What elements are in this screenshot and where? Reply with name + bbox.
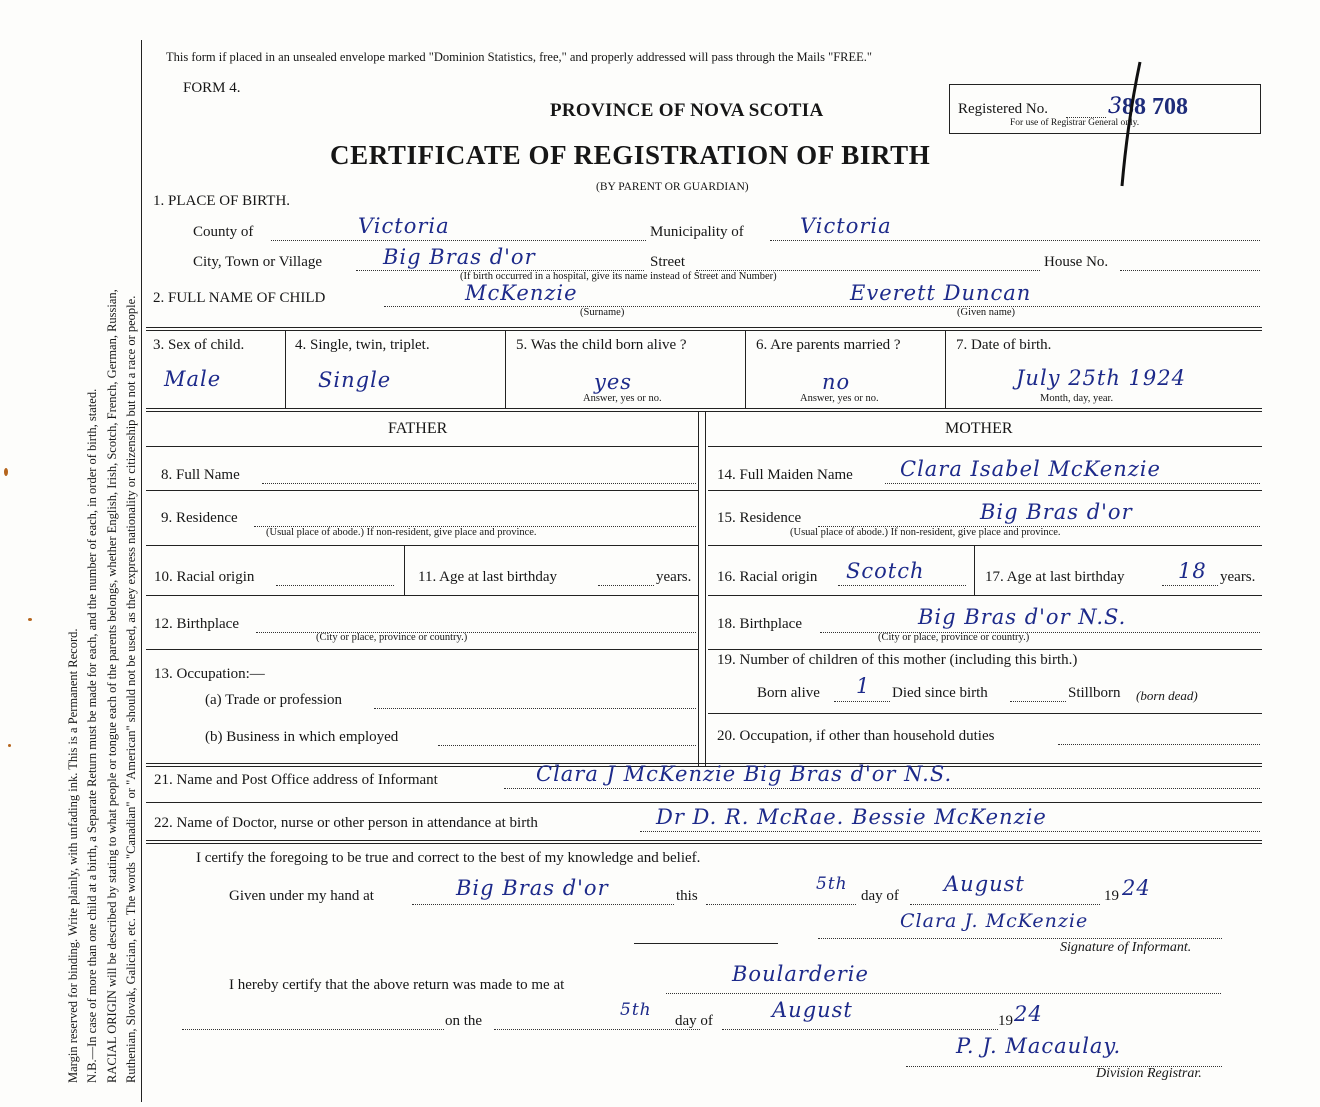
registrar-day-of-label: day of xyxy=(675,1013,713,1029)
mother-residence-value: Big Bras d'or xyxy=(980,500,1133,524)
municipality-value: Victoria xyxy=(800,214,892,238)
father-birthplace-caption: (City or place, province or country.) xyxy=(316,632,468,643)
died-since-birth-label: Died since birth xyxy=(892,685,988,701)
margin-note-racial-origin-1: RACIAL ORIGIN will be described by stating to what people or tongue each of the parents belongs, whether English, Irish, Scotch, French, German, Russian, xyxy=(105,289,119,1083)
plurality-label: 4. Single, twin, triplet. xyxy=(295,337,430,353)
province-title: PROVINCE OF NOVA SCOTIA xyxy=(550,100,824,121)
mother-children-count-label: 19. Number of children of this mother (including this birth.) xyxy=(717,652,1078,668)
father-birthplace-label: 12. Birthplace xyxy=(154,616,239,632)
attendant-label: 22. Name of Doctor, nurse or other person in attendance at birth xyxy=(154,815,538,831)
certify-statement: I certify the foregoing to be true and correct to the best of my knowledge and belief. xyxy=(196,850,701,866)
father-years-label: years. xyxy=(656,569,692,585)
street-label: Street xyxy=(650,254,685,270)
parents-married-value: no xyxy=(822,370,851,394)
given-place-value: Big Bras d'or xyxy=(456,876,609,900)
certificate-subtitle: (BY PARENT OR GUARDIAN) xyxy=(596,181,749,193)
given-year-value: 24 xyxy=(1122,876,1151,900)
born-alive-count-value: 1 xyxy=(856,674,871,698)
date-of-birth-caption: Month, day, year. xyxy=(1040,393,1114,404)
sex-value: Male xyxy=(164,367,222,391)
father-business-label: (b) Business in which employed xyxy=(205,729,399,745)
house-no-label: House No. xyxy=(1044,254,1109,270)
year-prefix: 19 xyxy=(1104,888,1119,904)
informant-signature-caption: Signature of Informant. xyxy=(1060,940,1192,955)
registrar-year-value: 24 xyxy=(1014,1002,1043,1026)
informant-signature: Clara J. McKenzie xyxy=(900,910,1089,932)
child-name-label: 2. FULL NAME OF CHILD xyxy=(153,290,326,306)
ink-spot xyxy=(8,744,11,747)
mother-birthplace-caption: (City or place, province or country.) xyxy=(878,632,1030,643)
father-trade-label: (a) Trade or profession xyxy=(205,692,343,708)
stillborn-label: Stillborn xyxy=(1068,685,1121,701)
day-of-label: day of xyxy=(861,888,899,904)
registrar-statement: I hereby certify that the above return was made to me at xyxy=(229,977,565,993)
born-alive-label: 5. Was the child born alive ? xyxy=(516,337,687,353)
this-label: this xyxy=(676,888,698,904)
surname-caption: (Surname) xyxy=(580,307,625,318)
mother-birthplace-label: 18. Birthplace xyxy=(717,616,802,632)
sex-label: 3. Sex of child. xyxy=(153,337,245,353)
child-given-name-value: Everett Duncan xyxy=(850,281,1032,305)
given-under-hand-label: Given under my hand at xyxy=(229,888,374,904)
mother-maiden-name-label: 14. Full Maiden Name xyxy=(717,467,853,483)
father-residence-caption: (Usual place of abode.) If non-resident, give place and province. xyxy=(266,527,537,538)
informant-label: 21. Name and Post Office address of Informant xyxy=(154,772,438,788)
mother-residence-label: 15. Residence xyxy=(717,510,802,526)
born-alive-count-label: Born alive xyxy=(757,685,820,701)
father-age-label: 11. Age at last birthday xyxy=(418,569,557,585)
certificate-title: CERTIFICATE OF REGISTRATION OF BIRTH xyxy=(330,140,931,170)
father-full-name-label: 8. Full Name xyxy=(161,467,240,483)
registered-no-label: Registered No. xyxy=(958,101,1048,117)
form-number: FORM 4. xyxy=(183,80,241,96)
plurality-value: Single xyxy=(318,368,392,392)
registrar-general-note: For use of Registrar General only. xyxy=(1010,118,1140,128)
date-of-birth-value: July 25th 1924 xyxy=(1016,366,1187,390)
attendant-value: Dr D. R. McRae. Bessie McKenzie xyxy=(656,805,1047,829)
born-alive-caption: Answer, yes or no. xyxy=(583,393,662,404)
margin-note-racial-origin-2: Ruthenian, Slovak, Galician, etc. The words "Canadian" or "American" should not be used, as they express nationality or citizenship but not a race or people. xyxy=(124,295,138,1083)
margin-rule xyxy=(141,40,142,1102)
given-month-value: August xyxy=(944,872,1025,896)
father-occupation-label: 13. Occupation:— xyxy=(154,666,265,682)
child-surname-value: McKenzie xyxy=(465,281,578,305)
hospital-note: (If birth occurred in a hospital, give its name instead of Street and Number) xyxy=(460,271,777,282)
date-of-birth-label: 7. Date of birth. xyxy=(956,337,1052,353)
mother-racial-origin-value: Scotch xyxy=(846,559,925,583)
given-day-value: 5th xyxy=(816,874,848,894)
mother-maiden-name-value: Clara Isabel McKenzie xyxy=(900,457,1161,481)
given-name-caption: (Given name) xyxy=(957,307,1016,318)
registrar-month-value: August xyxy=(772,998,853,1022)
stillborn-note: (born dead) xyxy=(1136,688,1198,703)
parents-married-caption: Answer, yes or no. xyxy=(800,393,879,404)
county-value: Victoria xyxy=(358,214,450,238)
parents-married-label: 6. Are parents married ? xyxy=(756,337,901,353)
place-of-birth-heading: 1. PLACE OF BIRTH. xyxy=(153,193,291,209)
margin-note-binding: Margin reserved for binding. Write plainly, with unfading ink. This is a Permanent Record. xyxy=(66,628,80,1083)
registered-no-written: 3 xyxy=(1108,94,1123,119)
mother-age-value: 18 xyxy=(1178,559,1207,583)
registrar-place-value: Boularderie xyxy=(732,962,869,986)
registrar-signature: P. J. Macaulay. xyxy=(956,1034,1122,1058)
informant-value: Clara J McKenzie Big Bras d'or N.S. xyxy=(536,762,953,786)
mother-racial-origin-label: 16. Racial origin xyxy=(717,569,818,585)
father-heading: FATHER xyxy=(388,420,448,437)
ink-spot xyxy=(28,618,32,621)
mother-age-label: 17. Age at last birthday xyxy=(985,569,1125,585)
pen-stroke-mark xyxy=(1110,60,1150,190)
mother-occupation-label: 20. Occupation, if other than household duties xyxy=(717,728,995,744)
mother-residence-caption: (Usual place of abode.) If non-resident, give place and province. xyxy=(790,527,1061,538)
registrar-year-prefix: 19 xyxy=(998,1013,1013,1029)
municipality-label: Municipality of xyxy=(650,224,744,240)
born-alive-value: yes xyxy=(594,370,633,394)
mother-heading: MOTHER xyxy=(945,420,1013,437)
mailing-notice: This form if placed in an unsealed envelope marked "Dominion Statistics, free," and properly addressed will pass through the Mails "FREE." xyxy=(166,50,873,64)
on-the-label: on the xyxy=(445,1013,483,1029)
registrar-day-value: 5th xyxy=(620,1000,652,1020)
registered-no-stamp: 88 708 xyxy=(1122,94,1188,120)
mother-birthplace-value: Big Bras d'or N.S. xyxy=(918,605,1127,629)
division-registrar-caption: Division Registrar. xyxy=(1096,1066,1202,1081)
ink-spot xyxy=(4,468,8,476)
separator-rule xyxy=(634,943,778,944)
county-label: County of xyxy=(193,224,254,240)
father-residence-label: 9. Residence xyxy=(161,510,238,526)
city-town-village-label: City, Town or Village xyxy=(193,254,323,270)
margin-note-multiple-births: N.B.—In case of more than one child at a birth, a Separate Return must be made for each, and the number of each, in order of birth, stated. xyxy=(85,388,99,1083)
father-racial-origin-label: 10. Racial origin xyxy=(154,569,255,585)
mother-years-label: years. xyxy=(1220,569,1256,585)
city-value: Big Bras d'or xyxy=(383,245,536,269)
